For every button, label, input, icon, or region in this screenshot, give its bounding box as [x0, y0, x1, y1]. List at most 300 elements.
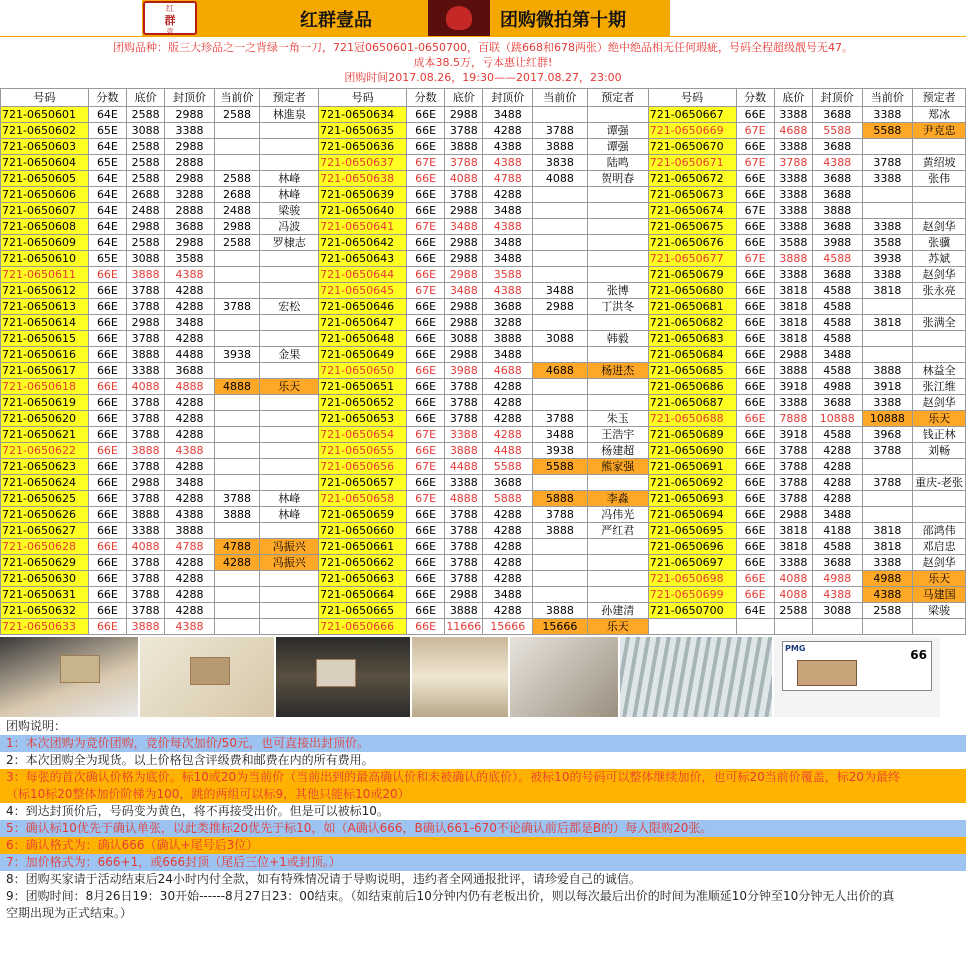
cell-code: 721-0650644 [319, 267, 407, 283]
rule-item: 5：确认标10优先于确认单张，以此类推标20优先于标10，如（A确认666，B确认661-670不论确认前后都是B的）每人限购20张。 [0, 820, 966, 837]
cell-base: 2488 [127, 203, 165, 219]
cell-base: 3788 [445, 155, 483, 171]
cell-base: 3918 [774, 379, 812, 395]
cell-who: 刘畅 [913, 443, 966, 459]
cell-who: 罗棣志 [260, 235, 319, 251]
cell-score: 66E [406, 123, 444, 139]
cell-base: 2588 [774, 603, 812, 619]
cell-code: 721-0650651 [319, 379, 407, 395]
cell-cap: 4688 [483, 363, 533, 379]
cell-cur: 3818 [862, 523, 913, 539]
cell-code: 721-0650642 [319, 235, 407, 251]
cell-base: 3488 [445, 283, 483, 299]
cell-cap: 4288 [483, 379, 533, 395]
cell-cur [862, 507, 913, 523]
cell-code: 721-0650635 [319, 123, 407, 139]
cell-score: 67E [736, 155, 774, 171]
cell-cap: 3688 [812, 395, 862, 411]
cell-score: 66E [736, 555, 774, 571]
cell-cap: 3688 [812, 555, 862, 571]
cell-who: 林進泉 [260, 107, 319, 123]
cell-who: 林峰 [260, 491, 319, 507]
cell-base: 3488 [445, 219, 483, 235]
table-row [1, 443, 966, 459]
cell-code: 721-0650700 [648, 603, 736, 619]
cell-cur [862, 203, 913, 219]
cell-who: 梁骏 [260, 203, 319, 219]
column-header: 分数 [88, 89, 126, 107]
cell-code: 721-0650640 [319, 203, 407, 219]
cell-who [260, 443, 319, 459]
cell-cur: 3788 [533, 123, 588, 139]
cell-cap: 3688 [812, 267, 862, 283]
cell-base: 4088 [774, 571, 812, 587]
cell-cap: 4588 [812, 251, 862, 267]
cell-code: 721-0650633 [1, 619, 89, 635]
cell-score: 66E [406, 587, 444, 603]
cell-cur [214, 139, 259, 155]
cell-cap: 4288 [812, 475, 862, 491]
cell-cap: 4588 [812, 427, 862, 443]
cell-code: 721-0650692 [648, 475, 736, 491]
table-row [1, 555, 966, 571]
cell-code: 721-0650621 [1, 427, 89, 443]
table-row [1, 411, 966, 427]
cell-code: 721-0650671 [648, 155, 736, 171]
cell-who: 贺明春 [587, 171, 648, 187]
cell-base: 3388 [774, 139, 812, 155]
cell-who: 梁骏 [913, 603, 966, 619]
column-header: 底价 [127, 89, 165, 107]
cell-code: 721-0650674 [648, 203, 736, 219]
cell-cur: 3838 [533, 155, 588, 171]
cell-cap: 3888 [483, 331, 533, 347]
cell-cap: 3988 [812, 235, 862, 251]
cell-who: 杨进杰 [587, 363, 648, 379]
cell-cap: 4288 [483, 395, 533, 411]
cell-cap: 2888 [165, 155, 215, 171]
cell-base: 3788 [445, 379, 483, 395]
cell-cap: 15666 [483, 619, 533, 635]
cell-cur: 3388 [862, 219, 913, 235]
cell-base: 2988 [445, 347, 483, 363]
cell-cur: 3888 [862, 363, 913, 379]
cell-score: 66E [736, 299, 774, 315]
cell-cap: 3288 [483, 315, 533, 331]
cell-cur: 3788 [862, 155, 913, 171]
table-row [1, 235, 966, 251]
table-row [1, 171, 966, 187]
cell-who: 乐天 [587, 619, 648, 635]
cell-score: 66E [736, 219, 774, 235]
logo-text-bottom: 壹 [166, 28, 174, 36]
cell-score: 67E [406, 491, 444, 507]
cell-code: 721-0650693 [648, 491, 736, 507]
rule-item: 7：加价格式为：666+1，或666封顶（尾后三位+1或封顶。） [0, 854, 966, 871]
cell-score: 64E [88, 139, 126, 155]
cell-cap: 4388 [483, 219, 533, 235]
cell-who [913, 491, 966, 507]
cell-base: 4088 [127, 539, 165, 555]
cell-who [260, 475, 319, 491]
cell-code: 721-0650639 [319, 187, 407, 203]
cell-code: 721-0650615 [1, 331, 89, 347]
cell-cap: 3488 [165, 475, 215, 491]
cell-code: 721-0650691 [648, 459, 736, 475]
rules-list [0, 735, 966, 922]
cell-score: 66E [88, 491, 126, 507]
cell-cap: 4288 [483, 523, 533, 539]
cell-cap: 4388 [483, 155, 533, 171]
cell-who [587, 539, 648, 555]
cell-cap: 4588 [812, 315, 862, 331]
cell-cap: 3488 [812, 347, 862, 363]
cell-cap: 3488 [483, 347, 533, 363]
cell-who [260, 251, 319, 267]
cell-code: 721-0650677 [648, 251, 736, 267]
cell-cap: 3688 [165, 219, 215, 235]
cell-base: 3788 [445, 523, 483, 539]
cell-cur [533, 587, 588, 603]
cell-code: 721-0650623 [1, 459, 89, 475]
cell-who [913, 507, 966, 523]
cell-score: 66E [736, 523, 774, 539]
cell-score: 66E [736, 283, 774, 299]
cell-code: 721-0650627 [1, 523, 89, 539]
cell-who [913, 203, 966, 219]
cell-base: 3888 [445, 139, 483, 155]
cell-code: 721-0650605 [1, 171, 89, 187]
cell-who: 苏斌 [913, 251, 966, 267]
cell-who [913, 299, 966, 315]
cell-cur [214, 475, 259, 491]
cell-score: 66E [736, 331, 774, 347]
cell-cap: 4288 [165, 555, 215, 571]
auction-table [0, 88, 966, 635]
cell-who [260, 267, 319, 283]
cell-score: 66E [88, 427, 126, 443]
cell-cap: 3688 [483, 475, 533, 491]
rules-section [0, 717, 966, 922]
cell-score: 66E [88, 395, 126, 411]
cell-score: 66E [88, 443, 126, 459]
cell-code: 721-0650684 [648, 347, 736, 363]
cell-cur: 3818 [862, 539, 913, 555]
cell-who [260, 123, 319, 139]
cell-who [587, 203, 648, 219]
cell-who [587, 379, 648, 395]
cell-code: 721-0650646 [319, 299, 407, 315]
logo-text-top: 红 [166, 4, 174, 13]
cell-who: 冯振兴 [260, 539, 319, 555]
cell-who: 丁洪冬 [587, 299, 648, 315]
cell-score: 66E [406, 395, 444, 411]
column-header: 底价 [774, 89, 812, 107]
cell-base: 2988 [445, 299, 483, 315]
cell-code: 721-0650630 [1, 571, 89, 587]
cell-cur [214, 251, 259, 267]
cell-cur: 2588 [214, 107, 259, 123]
cell-score: 66E [736, 235, 774, 251]
cell-score: 66E [88, 267, 126, 283]
cell-cap: 3488 [812, 507, 862, 523]
cell-code: 721-0650601 [1, 107, 89, 123]
cell-cap: 5588 [812, 123, 862, 139]
cell-cur [214, 523, 259, 539]
cell-who: 林峰 [260, 171, 319, 187]
cell-cur: 5588 [862, 123, 913, 139]
cell-base: 3788 [127, 411, 165, 427]
table-row [1, 491, 966, 507]
cell-score: 66E [736, 395, 774, 411]
cell-score: 66E [736, 187, 774, 203]
cell-score: 66E [406, 315, 444, 331]
cell-cap: 3588 [165, 251, 215, 267]
rules-heading: 团购说明： [0, 717, 966, 735]
cell-cur: 3888 [533, 603, 588, 619]
cell-code: 721-0650632 [1, 603, 89, 619]
cell-score: 66E [88, 555, 126, 571]
cell-score: 66E [88, 331, 126, 347]
cell-cur: 3388 [862, 555, 913, 571]
cell-score: 66E [88, 619, 126, 635]
cell-code: 721-0650631 [1, 587, 89, 603]
cell-cur [862, 299, 913, 315]
cell-code: 721-0650682 [648, 315, 736, 331]
table-row [1, 427, 966, 443]
cell-who [260, 571, 319, 587]
cell-score: 64E [88, 107, 126, 123]
cell-code: 721-0650688 [648, 411, 736, 427]
cell-cur: 4688 [533, 363, 588, 379]
cell-base: 3888 [127, 507, 165, 523]
cell-cap: 3088 [812, 603, 862, 619]
cell-base: 2588 [127, 155, 165, 171]
cell-code: 721-0650648 [319, 331, 407, 347]
table-row [1, 459, 966, 475]
table-row [1, 587, 966, 603]
cell-code: 721-0650602 [1, 123, 89, 139]
cell-cur: 3388 [862, 107, 913, 123]
cell-code: 721-0650638 [319, 171, 407, 187]
cell-cap: 4288 [812, 443, 862, 459]
cell-cur: 4288 [214, 555, 259, 571]
cell-cap: 4388 [165, 507, 215, 523]
cell-score: 66E [406, 571, 444, 587]
cell-base: 2988 [445, 107, 483, 123]
cell-score: 66E [406, 555, 444, 571]
cell-cur [862, 619, 913, 635]
cell-base: 3788 [127, 571, 165, 587]
cell-base: 2688 [127, 187, 165, 203]
cell-cur: 3938 [533, 443, 588, 459]
table-row [1, 331, 966, 347]
cell-cur: 3388 [862, 171, 913, 187]
rule-item: 6：确认格式为：确认666（确认+尾号后3位） [0, 837, 966, 854]
cell-base: 3888 [445, 443, 483, 459]
cell-who: 赵剑华 [913, 395, 966, 411]
cell-base: 3388 [127, 363, 165, 379]
cell-who [260, 523, 319, 539]
cell-base: 3088 [445, 331, 483, 347]
cell-cap: 4588 [812, 539, 862, 555]
cell-code: 721-0650649 [319, 347, 407, 363]
cell-who [587, 267, 648, 283]
cell-who [260, 331, 319, 347]
pmg-label: PMG [785, 644, 806, 653]
cell-score: 66E [736, 171, 774, 187]
cell-cur: 2988 [214, 219, 259, 235]
cell-code: 721-0650665 [319, 603, 407, 619]
cell-cur [533, 187, 588, 203]
cell-cur: 3888 [533, 523, 588, 539]
cell-code: 721-0650652 [319, 395, 407, 411]
cell-base: 4688 [774, 123, 812, 139]
cell-cur [533, 219, 588, 235]
cell-score: 66E [406, 363, 444, 379]
cell-cur [533, 251, 588, 267]
cell-cap: 4288 [483, 411, 533, 427]
cell-cap [812, 619, 862, 635]
logo [143, 1, 197, 35]
cell-who [260, 411, 319, 427]
cell-base: 3788 [127, 299, 165, 315]
cell-code: 721-0650655 [319, 443, 407, 459]
table-row [1, 107, 966, 123]
cell-score: 66E [406, 107, 444, 123]
cell-who [587, 315, 648, 331]
cell-code: 721-0650611 [1, 267, 89, 283]
table-header [1, 89, 966, 107]
cell-cap: 4288 [483, 187, 533, 203]
cell-who: 张永亮 [913, 283, 966, 299]
cell-code: 721-0650637 [319, 155, 407, 171]
column-header: 底价 [445, 89, 483, 107]
cell-base: 3888 [127, 267, 165, 283]
cell-base: 3788 [774, 443, 812, 459]
cell-cap: 4288 [165, 459, 215, 475]
cell-code: 721-0650609 [1, 235, 89, 251]
cell-code: 721-0650643 [319, 251, 407, 267]
cell-score: 66E [88, 347, 126, 363]
cell-code: 721-0650653 [319, 411, 407, 427]
table-row [1, 251, 966, 267]
cell-who [260, 619, 319, 635]
cell-score: 66E [406, 235, 444, 251]
cell-base: 3788 [127, 603, 165, 619]
cell-code: 721-0650669 [648, 123, 736, 139]
pmg-slab [782, 641, 932, 691]
cell-cap: 5888 [483, 491, 533, 507]
cell-base: 3788 [774, 475, 812, 491]
cell-base: 3788 [445, 123, 483, 139]
cell-cap: 4288 [483, 555, 533, 571]
table-row [1, 219, 966, 235]
table-row [1, 507, 966, 523]
cell-cap: 3688 [812, 139, 862, 155]
cell-cap: 2988 [165, 139, 215, 155]
cell-who [913, 347, 966, 363]
cell-cap: 4288 [165, 491, 215, 507]
cell-cap: 4588 [812, 299, 862, 315]
cell-who [587, 571, 648, 587]
cell-base: 3888 [774, 251, 812, 267]
cell-score: 66E [406, 267, 444, 283]
cell-who: 赵剑华 [913, 219, 966, 235]
cell-cap: 4288 [165, 283, 215, 299]
cell-code: 721-0650664 [319, 587, 407, 603]
pmg-grade: 66 [910, 648, 927, 662]
cell-who: 杨建超 [587, 443, 648, 459]
cell-score: 66E [736, 427, 774, 443]
cell-code: 721-0650662 [319, 555, 407, 571]
cell-cur: 3788 [533, 507, 588, 523]
cell-score: 66E [736, 363, 774, 379]
table-row [1, 203, 966, 219]
cell-base: 3388 [774, 555, 812, 571]
column-header: 当前价 [862, 89, 913, 107]
cell-cur [533, 203, 588, 219]
cell-who: 林峰 [260, 507, 319, 523]
cell-who: 张江维 [913, 379, 966, 395]
cell-cap: 4388 [812, 155, 862, 171]
cell-base: 3788 [127, 395, 165, 411]
cell-score: 64E [88, 235, 126, 251]
cell-cap: 4288 [165, 603, 215, 619]
cell-cap: 4288 [483, 571, 533, 587]
cell-cap: 4288 [165, 299, 215, 315]
cell-code: 721-0650654 [319, 427, 407, 443]
info-line-1: 团购品种：版三大珍品之一之背绿一角一刀，721冠0650601-0650700，百联（跳668和678两张）绝中绝品相无任何瑕疵，号码全程超级靓号无47。 [113, 41, 853, 54]
cell-code: 721-0650667 [648, 107, 736, 123]
cell-score: 64E [88, 203, 126, 219]
cell-base [774, 619, 812, 635]
cell-cap: 4888 [165, 379, 215, 395]
cell-base: 2588 [127, 171, 165, 187]
cell-cur: 5888 [533, 491, 588, 507]
cell-cur: 2488 [214, 203, 259, 219]
cell-score: 66E [736, 459, 774, 475]
cell-cur [533, 475, 588, 491]
table-row [1, 571, 966, 587]
column-header: 号码 [1, 89, 89, 107]
cell-base: 3788 [445, 395, 483, 411]
cell-who: 张骥 [913, 235, 966, 251]
cell-score: 66E [406, 619, 444, 635]
cell-cap: 4388 [165, 443, 215, 459]
cell-code: 721-0650629 [1, 555, 89, 571]
cell-base: 2988 [445, 203, 483, 219]
cell-code: 721-0650656 [319, 459, 407, 475]
cell-cur [214, 571, 259, 587]
cell-cur: 3818 [862, 283, 913, 299]
cell-cap: 2888 [165, 203, 215, 219]
cell-cur [214, 331, 259, 347]
cell-who: 林益全 [913, 363, 966, 379]
cell-cap: 5588 [483, 459, 533, 475]
column-header: 当前价 [214, 89, 259, 107]
cell-who: 乐天 [260, 379, 319, 395]
info-line-2: 成本38.5万，亏本惠让红群! [413, 56, 553, 69]
cell-cur [533, 571, 588, 587]
cell-cap: 4288 [483, 123, 533, 139]
cell-cap: 4288 [165, 395, 215, 411]
fist-icon [428, 0, 490, 36]
cell-base: 2988 [445, 251, 483, 267]
table-row [1, 267, 966, 283]
cell-who [587, 251, 648, 267]
cell-base: 2988 [445, 315, 483, 331]
